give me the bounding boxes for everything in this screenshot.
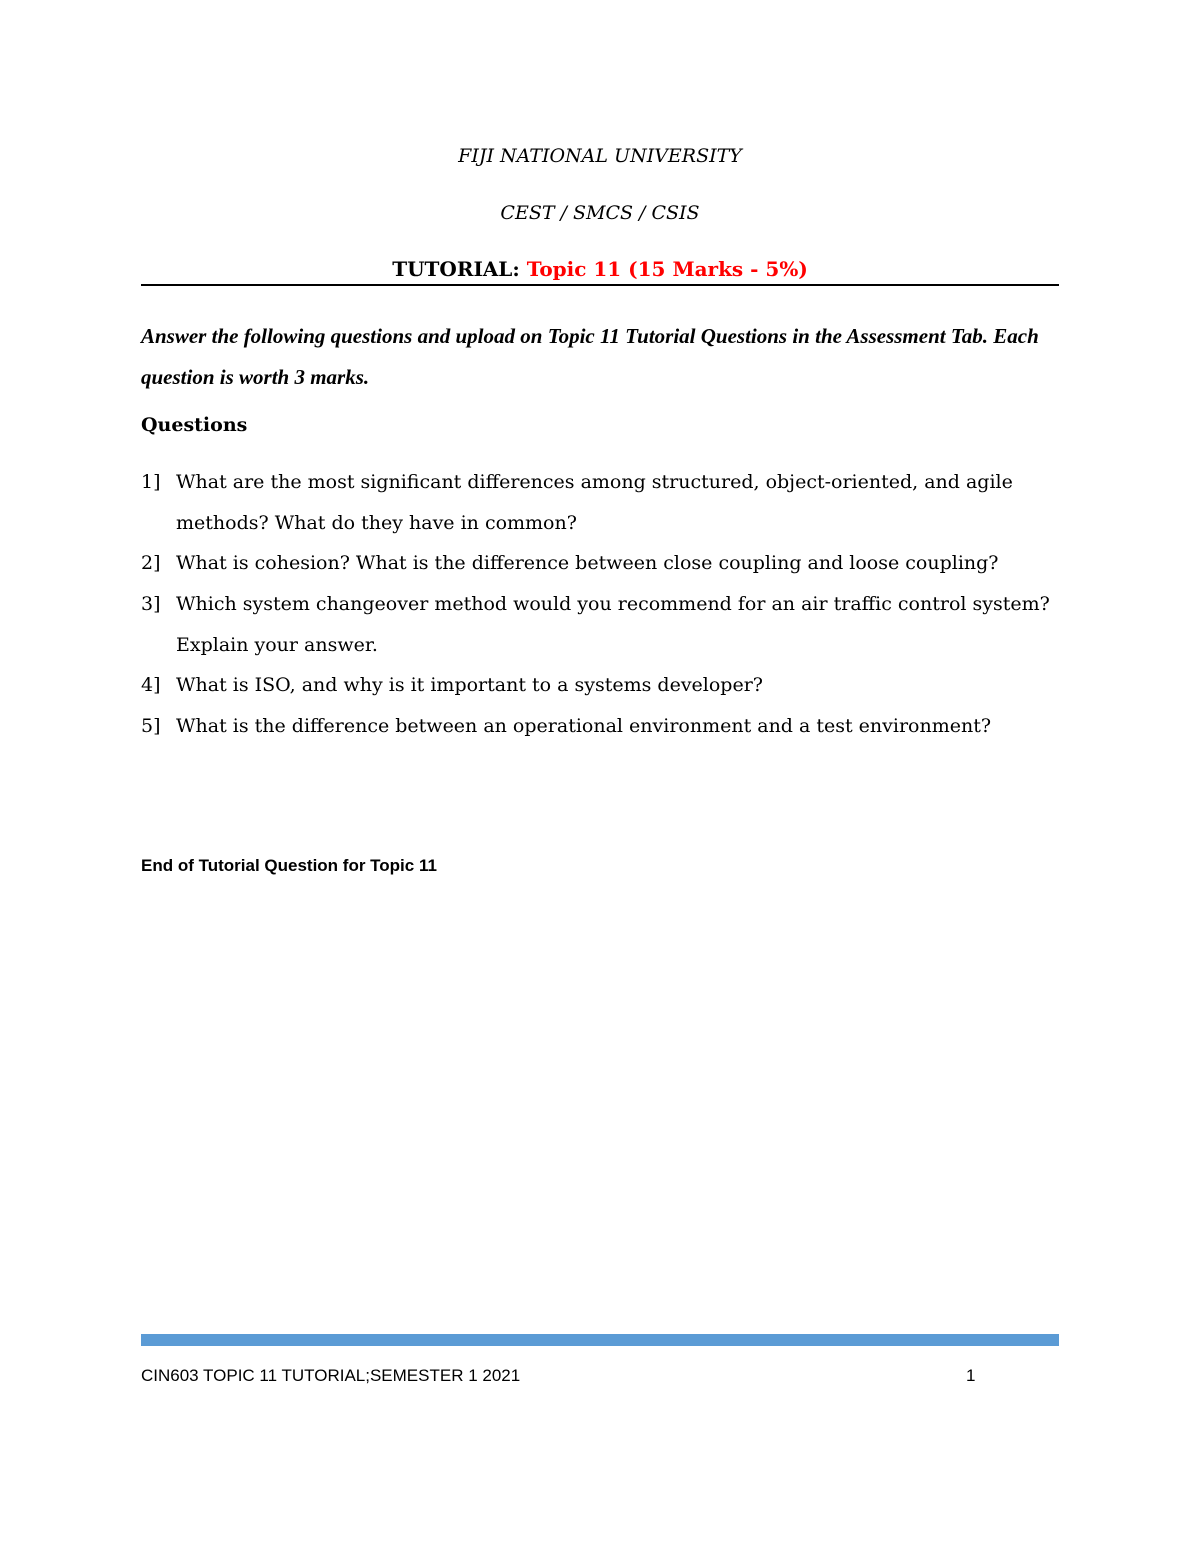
question-number: 5] bbox=[141, 715, 161, 737]
question-text: What are the most significant differences among structured, object-oriented, and agile methods? What do they have in common? bbox=[176, 471, 1013, 534]
question-item-2 bbox=[141, 543, 1061, 584]
question-text: What is ISO, and why is it important to a systems developer? bbox=[176, 674, 763, 696]
footer-text: CIN603 TOPIC 11 TUTORIAL;SEMESTER 1 2021 bbox=[141, 1366, 521, 1385]
question-number: 3] bbox=[141, 593, 161, 615]
university-name: FIJI NATIONAL UNIVERSITY bbox=[458, 145, 742, 167]
question-text: What is cohesion? What is the difference between close coupling and loose coupling? bbox=[176, 552, 999, 574]
question-number: 1] bbox=[141, 471, 161, 493]
question-text: Which system changeover method would you recommend for an air traffic control system? Explain your answer. bbox=[176, 593, 1050, 656]
question-number: 4] bbox=[141, 674, 161, 696]
footer-bar bbox=[141, 1334, 1059, 1346]
tutorial-label: TUTORIAL: bbox=[392, 257, 520, 281]
end-note: End of Tutorial Question for Topic 11 bbox=[141, 856, 437, 875]
tutorial-topic: Topic 11 (15 Marks - 5%) bbox=[526, 257, 808, 281]
instructions-paragraph: Answer the following questions and upload on Topic 11 Tutorial Questions in the Assessment Tab. Each question is worth 3 marks. bbox=[141, 324, 1039, 389]
question-number: 2] bbox=[141, 552, 161, 574]
department-line: CEST / SMCS / CSIS bbox=[500, 202, 700, 224]
questions-heading: Questions bbox=[141, 414, 248, 436]
question-item-3 bbox=[141, 584, 1061, 665]
tutorial-title bbox=[0, 257, 1200, 281]
question-item-4 bbox=[141, 665, 1061, 706]
question-item-5 bbox=[141, 706, 1061, 747]
question-text: What is the difference between an operational environment and a test environment? bbox=[176, 715, 992, 737]
question-item-1 bbox=[141, 462, 1061, 543]
page-number: 1 bbox=[966, 1366, 976, 1385]
title-underline bbox=[141, 284, 1059, 286]
